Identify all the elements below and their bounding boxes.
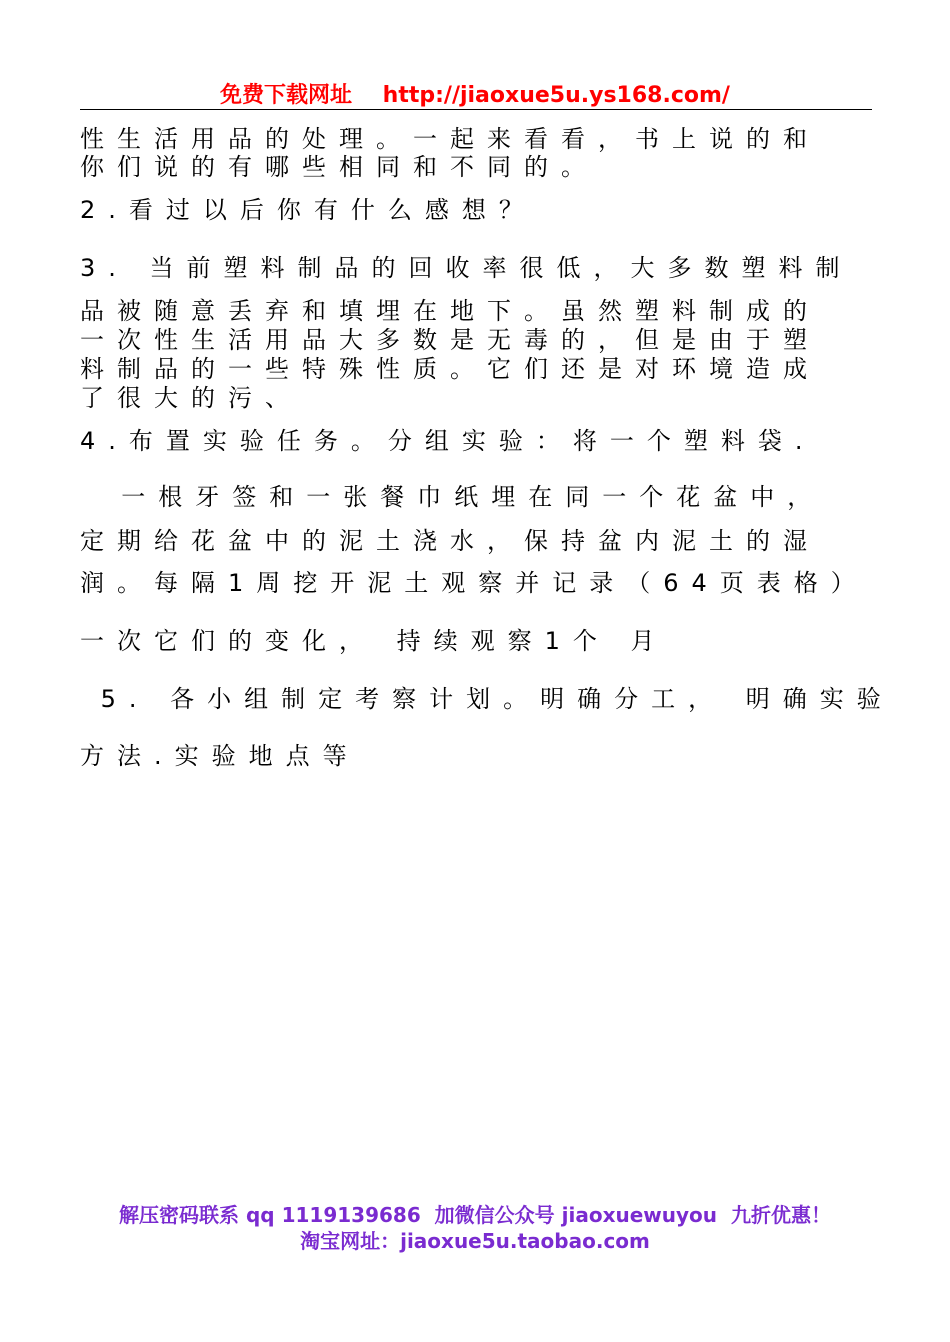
body-line: 4.布置实验任务。分组实验：将一个塑料袋. [80, 427, 816, 455]
body-line: 定期给花盆中的泥土浇水，保持盆内泥土的湿 [80, 527, 820, 555]
body-line: 润。每隔1周挖开泥土观察并记录（64页表格） [80, 569, 868, 597]
body-line: 5. 各小组制定考察计划。明确分工， 明确实验 [80, 685, 894, 713]
body-line: 3. 当前塑料制品的回收率很低，大多数塑料制 [80, 254, 853, 282]
header-divider [80, 109, 872, 110]
footer-shop-url: 淘宝网址：jiaoxue5u.taobao.com [300, 1229, 650, 1253]
body-line: 一次它们的变化， 持续观察1个 月 [80, 627, 668, 655]
body-line: 一根牙签和一张餐巾纸埋在同一个花盆中， [80, 483, 825, 511]
footer-contact-line: 解压密码联系 qq 1119139686 加微信公众号 jiaoxuewuyou 九折优惠！ [119, 1203, 831, 1227]
body-line: 2.看过以后你有什么感想？ [80, 196, 536, 224]
body-line: 性生活用品的处理。一起来看看，书上说的和 [80, 125, 820, 153]
body-line: 料制品的一些特殊性质。它们还是对环境造成 [80, 355, 820, 383]
header-download-url: 免费下载网址 http://jiaoxue5u.ys168.com/ [220, 83, 730, 108]
body-line: 方法.实验地点等 [80, 742, 360, 770]
body-line: 品被随意丢弃和填埋在地下。虽然塑料制成的 [80, 297, 820, 325]
body-line: 了很大的污、 [80, 384, 302, 412]
body-line: 一次性生活用品大多数是无毒的，但是由于塑 [80, 326, 820, 354]
body-line: 你们说的有哪些相同和不同的。 [80, 153, 598, 181]
